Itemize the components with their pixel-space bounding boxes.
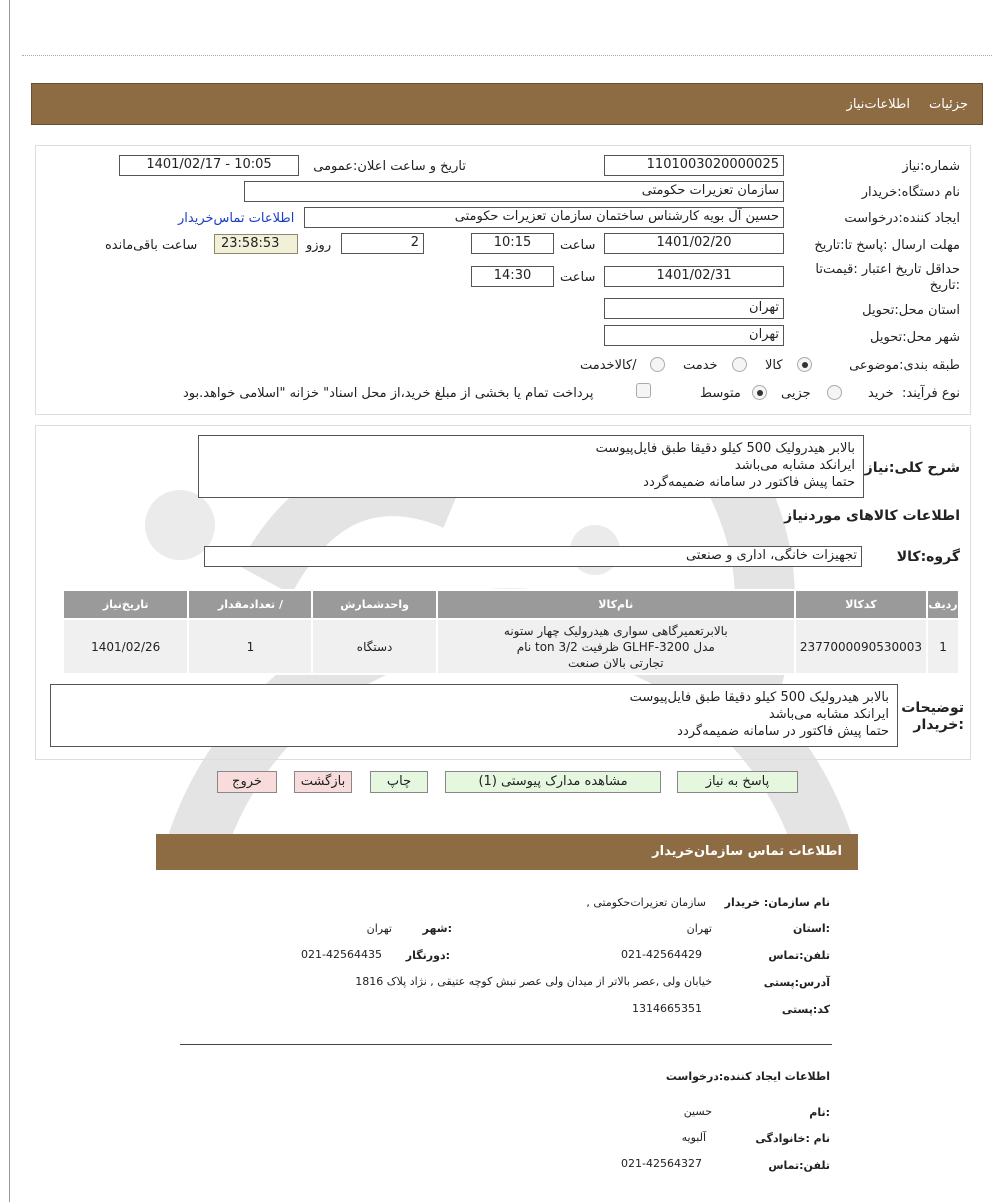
contact-province-value: تهران	[686, 922, 712, 935]
process-type-label: نوع فرآیند:	[902, 386, 960, 401]
remaining-time-label: ساعت باقی‌مانده	[105, 238, 198, 253]
exit-button[interactable]: خروج	[217, 771, 277, 793]
contact-header-bar	[156, 834, 858, 870]
col-row-header: ردیف	[927, 590, 959, 619]
creator-name-label: :نام	[809, 1106, 830, 1119]
contact-address-label: آدرس:پستی	[763, 976, 830, 989]
contact-postal-value: 1314665351	[632, 1002, 702, 1015]
creator-info-title: اطلاعات ایجاد کننده:درخواست	[665, 1070, 830, 1083]
summary-line: ایرانکد مشابه می‌باشد	[734, 458, 855, 473]
process-medium-radio[interactable]	[752, 385, 767, 400]
details-header-bar	[31, 83, 983, 125]
requester-label: ایجاد کننده:درخواست	[844, 211, 960, 226]
contact-city-label: :شهر	[422, 922, 452, 935]
contact-divider	[180, 1044, 832, 1045]
creator-phone-label: تلفن:تماس	[768, 1159, 830, 1172]
process-partial-radio[interactable]	[827, 385, 842, 400]
cell-name-line: بالابرتعمیرگاهی سواری هیدرولیک چهار ستونه	[503, 623, 728, 638]
deadline-date-field: 1401/02/20	[604, 233, 784, 254]
need-number-label: شماره:نیاز	[902, 159, 960, 174]
announce-date-label: تاریخ و ساعت اعلان:عمومی	[313, 159, 466, 174]
requester-field: حسین آل بویه کارشناس ساختمان سازمان تعزیرات حکومتی	[304, 207, 784, 228]
back-button[interactable]: بازگشت	[294, 771, 352, 793]
category-both-label: /کالاخدمت	[580, 358, 637, 373]
province-field: تهران	[604, 298, 784, 319]
col-date-header: تاریخ‌نیاز	[63, 590, 188, 619]
category-service-label: خدمت	[683, 358, 718, 373]
deadline-time-label: ساعت	[560, 238, 596, 253]
treasury-payment-checkbox[interactable]	[636, 383, 651, 398]
process-partial-label: جزیی	[781, 386, 811, 401]
buyer-contact-link[interactable]: اطلاعات تماس‌خریدار	[178, 211, 295, 226]
cell-code: 2377000090530003	[795, 619, 927, 674]
contact-fax-label: :دورنگار	[405, 949, 450, 962]
org-name-label: نام سازمان: خریدار	[724, 896, 830, 909]
city-label: شهر محل:تحویل	[870, 330, 960, 345]
creator-name-value: حسین	[683, 1105, 712, 1118]
validity-label-line1: حداقل تاریخ اعتبار :قیمت‌تا	[815, 262, 960, 277]
contact-city-value: تهران	[366, 922, 392, 935]
col-unit-header: واحدشمارش	[312, 590, 436, 619]
view-attachments-button[interactable]: مشاهده مدارک پیوستی (1)	[445, 771, 661, 793]
creator-phone-value: 021-42564327	[621, 1157, 702, 1170]
contact-fax-value: 021-42564435	[301, 948, 382, 961]
goods-table-header-row	[63, 590, 959, 619]
buyer-org-label: نام دستگاه:خریدار	[861, 185, 960, 200]
contact-phone-value: 021-42564429	[621, 948, 702, 961]
buyer-notes-label-line1: توضیحات	[901, 700, 964, 716]
summary-textbox	[198, 435, 864, 498]
validity-time-label: ساعت	[560, 270, 596, 285]
announce-date-field: 1401/02/17 - 10:05	[119, 155, 299, 176]
summary-line: حتما پیش فاکتور در سامانه ضمیمه‌گردد	[643, 475, 855, 490]
tab-details[interactable]: جزئیات	[929, 97, 968, 112]
table-row	[63, 619, 959, 674]
cell-row: 1	[927, 619, 959, 674]
buyer-notes-line: بالابر هیدرولیک 500 کیلو دقیقا طبق فایل‌پیوست	[629, 690, 889, 705]
creator-family-value: آلبویه	[681, 1131, 706, 1144]
days-remaining-field: 2	[341, 233, 424, 254]
treasury-payment-note: پرداخت تمام یا بخشی از مبلغ خرید،از محل اسناد" خزانه "اسلامی خواهد.بود	[183, 386, 594, 401]
buyer-notes-line: حتما پیش فاکتور در سامانه ضمیمه‌گردد	[677, 724, 889, 739]
category-service-radio[interactable]	[732, 357, 747, 372]
contact-address-value: خیابان ولی ,عصر بالاتر از میدان ولی عصر نبش کوچه عتیقی , نژاد پلاک 1816	[355, 975, 712, 988]
print-button[interactable]: چاپ	[370, 771, 428, 793]
need-number-field: 1101003020000025	[604, 155, 784, 176]
cell-name-line: تجارتی بالان صنعت	[568, 655, 664, 670]
goods-info-title: اطلاعات کالاهای مورد‌نیاز	[784, 508, 960, 524]
goods-group-label: گروه:کالا	[896, 549, 960, 565]
category-goods-label: کالا	[765, 358, 783, 373]
days-label: روزو	[306, 238, 332, 253]
goods-table	[62, 589, 960, 675]
validity-label-line2: :تاریخ	[929, 278, 960, 293]
category-goods-radio[interactable]	[797, 357, 812, 372]
process-buy-label: خرید	[868, 386, 894, 401]
process-medium-label: متوسط	[700, 386, 741, 401]
buyer-notes-line: ایرانکد مشابه می‌باشد	[768, 707, 889, 722]
cell-name	[437, 619, 795, 674]
tab-need-info[interactable]: اطلاعات‌نیاز	[846, 97, 910, 112]
validity-time-field: 14:30	[471, 266, 554, 287]
validity-date-field: 1401/02/31	[604, 266, 784, 287]
category-label: طبقه بندی:موضوعی	[849, 358, 960, 373]
category-both-radio[interactable]	[650, 357, 665, 372]
cell-date: 1401/02/26	[63, 619, 188, 674]
col-name-header: نام‌کالا	[437, 590, 795, 619]
col-qty-header: / تعدادمقدار	[188, 590, 312, 619]
province-label: استان محل:تحویل	[862, 303, 960, 318]
buyer-notes-label-line2: :خریدار	[913, 717, 964, 733]
goods-group-field: تجهیزات خانگی، اداری و صنعتی	[204, 546, 862, 567]
buyer-notes-textbox	[50, 684, 898, 747]
contact-phone-label: تلفن:تماس	[768, 949, 830, 962]
contact-title: اطلاعات تماس سازمان‌خریدار	[652, 844, 842, 859]
contact-province-label: :استان	[793, 922, 830, 935]
buyer-org-field: سازمان تعزیرات حکومتی	[244, 181, 784, 202]
summary-label: شرح کلی:نیاز	[864, 460, 960, 476]
summary-line: بالابر هیدرولیک 500 کیلو دقیقا طبق فایل‌پیوست	[595, 441, 855, 456]
cell-unit: دستگاه	[312, 619, 436, 674]
contact-postal-label: کد:پستی	[781, 1003, 830, 1016]
deadline-time-field: 10:15	[471, 233, 554, 254]
org-name-value: سازمان تعزیرات‌حکومتی ,	[586, 896, 706, 909]
deadline-label: مهلت ارسال :پاسخ تا:تاریخ	[814, 238, 960, 253]
cell-name-line: مدل GLHF-3200 ظرفیت 3/2 ton نام	[516, 639, 715, 654]
creator-family-label: نام :خانوادگی	[755, 1132, 830, 1145]
cell-qty: 1	[188, 619, 312, 674]
city-field: تهران	[604, 325, 784, 346]
col-code-header: کدکالا	[795, 590, 927, 619]
page-left-border	[9, 0, 10, 1202]
top-divider	[22, 55, 992, 56]
reply-button[interactable]: پاسخ به نیاز	[677, 771, 798, 793]
remaining-time-counter: 23:58:53	[214, 234, 298, 254]
